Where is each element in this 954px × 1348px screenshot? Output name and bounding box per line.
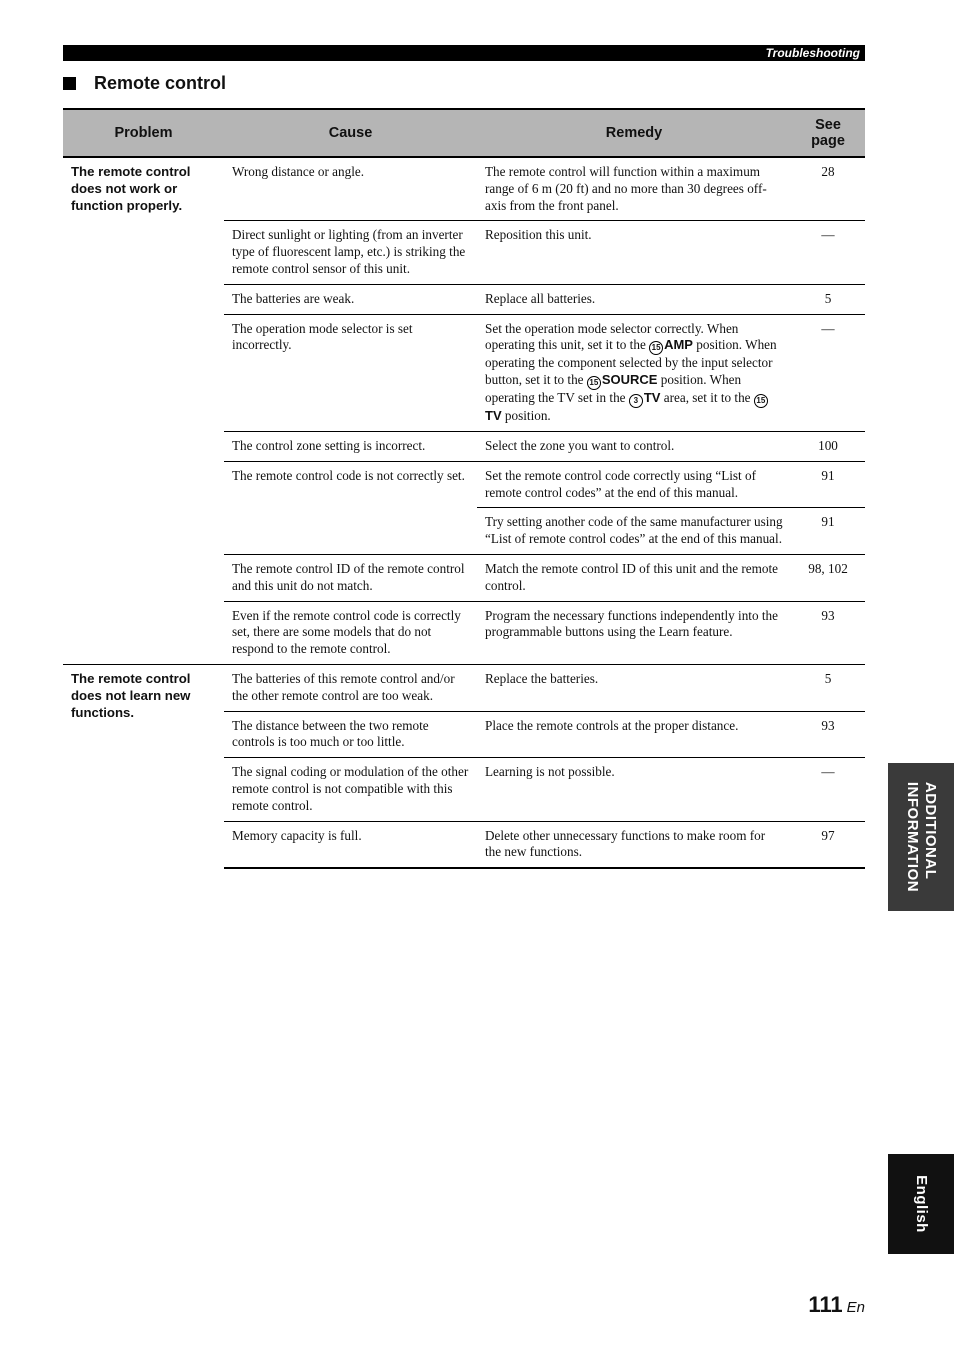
key-number-icon: 15	[587, 376, 601, 390]
section-title	[63, 73, 226, 94]
page-language: En	[846, 1299, 865, 1316]
running-header: Troubleshooting	[63, 45, 865, 61]
section-title-text: Remote control	[94, 73, 227, 93]
remedy-cell	[477, 314, 791, 431]
see-page-cell: 98, 102	[791, 554, 865, 601]
page-number	[808, 1292, 865, 1318]
see-page-cell: 93	[791, 711, 865, 758]
see-page-cell: —	[791, 758, 865, 821]
key-label: SOURCE	[601, 372, 658, 388]
side-tab-label	[903, 782, 939, 892]
cause-cell: The operation mode selector is set incorrectly.	[224, 314, 477, 431]
cause-cell: The remote control code is not correctly set.	[224, 461, 477, 554]
remedy-text: position.	[501, 408, 551, 424]
remedy-cell: Delete other unnecessary functions to make room for the new functions.	[477, 821, 791, 868]
table-header-row	[63, 109, 865, 157]
cause-cell: The remote control ID of the remote control and this unit do not match.	[224, 554, 477, 601]
troubleshooting-table	[63, 108, 865, 869]
cause-cell: The signal coding or modulation of the other remote control is not compatible with this remote control.	[224, 758, 477, 821]
header-see-page: See page	[791, 109, 865, 157]
side-tab-line: ADDITIONAL	[922, 781, 939, 880]
key-number-icon: 15	[649, 341, 663, 355]
problem-cell: The remote control does not work or function properly.	[71, 164, 191, 213]
cause-cell: Even if the remote control code is correctly set, there are some models that do not respond to the remote control.	[224, 601, 477, 664]
remedy-cell: Learning is not possible.	[477, 758, 791, 821]
cause-cell: Direct sunlight or lighting (from an inverter type of fluorescent lamp, etc.) is striking the remote control sensor of this unit.	[224, 221, 477, 284]
problem-cell: The remote control does not learn new functions.	[63, 664, 224, 868]
header-problem: Problem	[63, 109, 224, 157]
side-tab-line: INFORMATION	[904, 781, 921, 893]
cause-cell: The control zone setting is incorrect.	[224, 431, 477, 461]
header-cause: Cause	[224, 109, 477, 157]
side-tab-english	[888, 1154, 954, 1254]
table-row	[63, 664, 865, 711]
remedy-cell: Replace the batteries.	[477, 664, 791, 711]
remedy-cell: Reposition this unit.	[477, 221, 791, 284]
key-label: AMP	[664, 337, 693, 353]
remedy-cell: Place the remote controls at the proper distance.	[477, 711, 791, 758]
see-page-cell: 5	[791, 664, 865, 711]
remedy-text: position. When operating the component selected by the input selector button, set it to the	[485, 337, 777, 388]
cause-cell: The distance between the two remote controls is too much or too little.	[224, 711, 477, 758]
table-row	[63, 157, 865, 221]
remedy-cell: Try setting another code of the same manufacturer using “List of remote control codes” at the end of this manual.	[477, 508, 791, 555]
remedy-cell: Select the zone you want to control.	[477, 431, 791, 461]
remedy-cell: Replace all batteries.	[477, 284, 791, 314]
remedy-text: Set the operation mode selector correctly. When operating this unit, set it to the	[485, 320, 739, 353]
remedy-text: position. When operating the TV set in the	[485, 372, 742, 406]
cause-cell: The batteries of this remote control and/or the other remote control are too weak.	[224, 664, 477, 711]
see-page-cell: 93	[791, 601, 865, 664]
cause-cell: Wrong distance or angle.	[232, 164, 365, 179]
side-tab-additional-information	[888, 763, 954, 911]
remedy-cell: Match the remote control ID of this unit and the remote control.	[477, 554, 791, 601]
key-label: TV	[485, 408, 502, 424]
see-page-cell: 28	[821, 164, 835, 179]
see-page-cell: 5	[791, 284, 865, 314]
key-label: TV	[643, 390, 661, 406]
key-number-icon: 15	[754, 394, 768, 408]
see-page-cell: —	[791, 314, 865, 431]
remedy-text: area, set it to the	[660, 390, 754, 406]
key-number-icon: 3	[629, 394, 643, 408]
bullet-square-icon	[63, 77, 76, 90]
side-tab-label: English	[913, 1175, 930, 1233]
remedy-cell: Program the necessary functions independently into the programmable buttons using the Learn feature.	[477, 601, 791, 664]
header-remedy: Remedy	[477, 109, 791, 157]
remedy-cell: The remote control will function within a maximum range of 6 m (20 ft) and no more than 30 degrees off-axis from the front panel.	[485, 164, 767, 213]
cause-cell: Memory capacity is full.	[224, 821, 477, 868]
see-page-cell: 100	[791, 431, 865, 461]
cause-cell: The batteries are weak.	[224, 284, 477, 314]
page-number-value: 111	[808, 1292, 843, 1317]
see-page-cell: 91	[791, 461, 865, 508]
see-page-cell: 97	[791, 821, 865, 868]
see-page-cell: 91	[791, 508, 865, 555]
see-page-cell: —	[791, 221, 865, 284]
remedy-cell: Set the remote control code correctly using “List of remote control codes” at the end of this manual.	[477, 461, 791, 508]
